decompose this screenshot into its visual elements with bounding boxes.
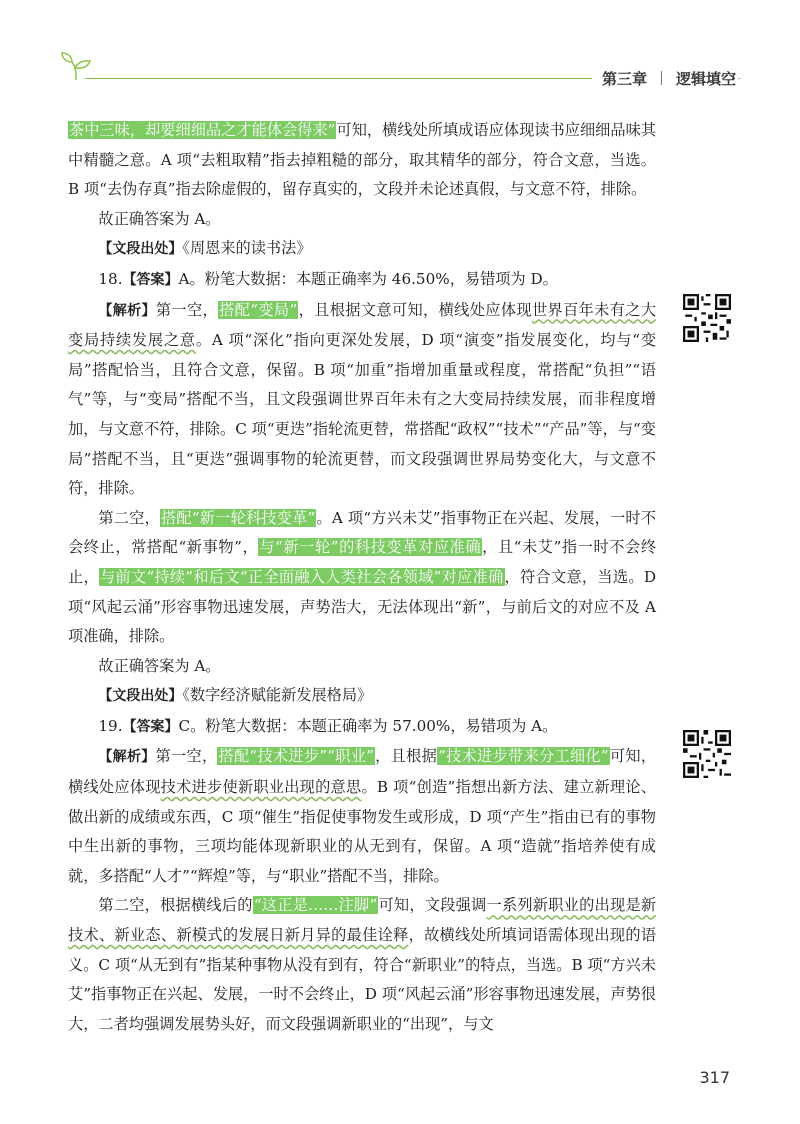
answer-text: C。粉笔大数据：本题正确率为 57.00%，易错项为 A。 <box>178 716 558 735</box>
highlight: “技术进步带来分工细化” <box>438 747 609 766</box>
highlight: 茶中三味，却要细细品之才能体会得来” <box>69 121 336 139</box>
text: 。A 项“方兴未艾”指事物正在兴起、发展，一时不会终止，常搭配“新事物”， <box>68 508 657 557</box>
underlined-text: 技术进步使新职业出现的意思 <box>160 778 362 797</box>
chapter-number: 第三章 <box>601 69 647 88</box>
highlight: 搭配“技术进步”“职业” <box>218 747 374 766</box>
chapter-title: 逻辑填空 <box>675 69 736 88</box>
text: ，且根据 <box>374 747 438 766</box>
text: 可知，横线处所填成语应体现读书应细细品味其中精髓之意。A 项“去粗取精”指去掉粗糙的部分，取其精华的部分，符合文意，当选。B 项“去伪存真”指去除虚假的，留存真实的，文段并未论述真假，与文意不符，排除。 <box>68 121 657 199</box>
source-line <box>68 234 656 265</box>
underlined-text: 一系列新职业的出现是新技术、新业态、新模式的发展日新月异的最佳诠释 <box>68 896 657 945</box>
analysis-18-blank2 <box>68 504 656 652</box>
text: 。A 项“深化”指向更深处发展，D 项“演变”指发展变化，均与“变局”搭配恰当，且符合文意，保留。B 项“加重”指增加重量或程度，常搭配“负担”“语气”等，与“变局”搭配不当，且文段强调世界百年未有之大变局持续发展，而非程度增加，与文意不符，排除。C 项“更迭”指轮流更替，常搭配“政权”“技术”“产品”等，与“变局”搭配不当，且“更迭”强调事物的轮流更替，而文段强调世界局势变化大，与文意不符，排除。 <box>68 331 657 498</box>
answer-label: 【答案】 <box>122 718 179 735</box>
highlight: 搭配“变局” <box>219 300 298 319</box>
analysis-label: 【解析】 <box>98 749 156 766</box>
highlight: 与“新一轮”的科技变革对应准确 <box>259 538 482 557</box>
text: 可知，文段强调 <box>378 896 487 915</box>
qr-code-icon[interactable] <box>683 730 731 778</box>
question-number: 18. <box>98 269 123 288</box>
source-title: 《数字经济赋能新发展格局》 <box>182 686 373 705</box>
source-label: 【文段出处】 <box>98 688 183 705</box>
answer-header-19 <box>68 712 656 743</box>
analysis-18-blank1 <box>68 296 656 504</box>
page-number: 317 <box>699 1068 730 1087</box>
text: 第一空， <box>155 747 218 766</box>
source-line <box>68 681 656 712</box>
analysis-label: 【解析】 <box>98 302 156 319</box>
heading-divider <box>661 71 662 85</box>
question-number: 19. <box>98 716 123 735</box>
underlined-text: 世界百年未有之大变局持续发展之意 <box>68 300 657 350</box>
chapter-heading <box>592 64 738 92</box>
analysis-19-blank2 <box>68 891 656 1039</box>
source-label: 【文段出处】 <box>98 241 183 258</box>
paragraph <box>68 116 656 205</box>
answer-label: 【答案】 <box>122 271 179 288</box>
page-content <box>68 116 656 1039</box>
text: 第一空， <box>155 300 219 319</box>
text: ，故横线处所填词语需体现出现的语义。C 项“从无到有”指某种事物从没有到有，符合“新职业”的特点，当选。B 项“方兴未艾”指事物正在兴起、发展，一时不会终止，D 项“风起云涌”形容事物迅速发展，声势很大，二者均强调发展势头好，而文段强调新职业的“出现”，与文 <box>68 926 657 1033</box>
qr-code-icon[interactable] <box>683 294 731 342</box>
analysis-19-blank1 <box>68 742 656 891</box>
highlight: 与前文“持续”和后文“正全面融入人类社会各领域”对应准确 <box>99 567 504 586</box>
text: ，且“未艾”指一时不会终止， <box>68 538 657 586</box>
answer-line: 故正确答案为 A。 <box>98 209 221 228</box>
answer-header-18 <box>68 265 656 296</box>
text: ，且根据文意可知，横线处应体现 <box>298 300 532 319</box>
answer-line: 故正确答案为 A。 <box>98 656 221 675</box>
answer-text: A。粉笔大数据：本题正确率为 46.50%，易错项为 D。 <box>178 269 558 288</box>
source-title: 《周恩来的读书法》 <box>182 239 312 258</box>
text: 第二空， <box>98 508 160 527</box>
text: 。B 项“创造”指想出新方法、建立新理论、做出新的成绩或东西，C 项“催生”指促使事物发生或形成，D 项“产生”指由已有的事物中生出新的事物，三项均能体现新职业的从无到有，保留。A 项“造就”指培养使有成就，多搭配“人才”“辉煌”等，与“职业”搭配不当，排除。 <box>68 778 657 885</box>
text: 可知，横线处应体现 <box>68 747 657 797</box>
highlight: “这正是……注脚” <box>253 896 378 915</box>
text: ，符合文意，当选。D 项“风起云涌”形容事物迅速发展，声势浩大，无法体现出“新”，与前后文的对应不及 A 项准确，排除。 <box>68 567 656 646</box>
highlight: 搭配“新一轮科技变革” <box>160 508 316 527</box>
page-header <box>0 0 800 95</box>
text: 第二空，根据横线后的 <box>98 896 253 915</box>
